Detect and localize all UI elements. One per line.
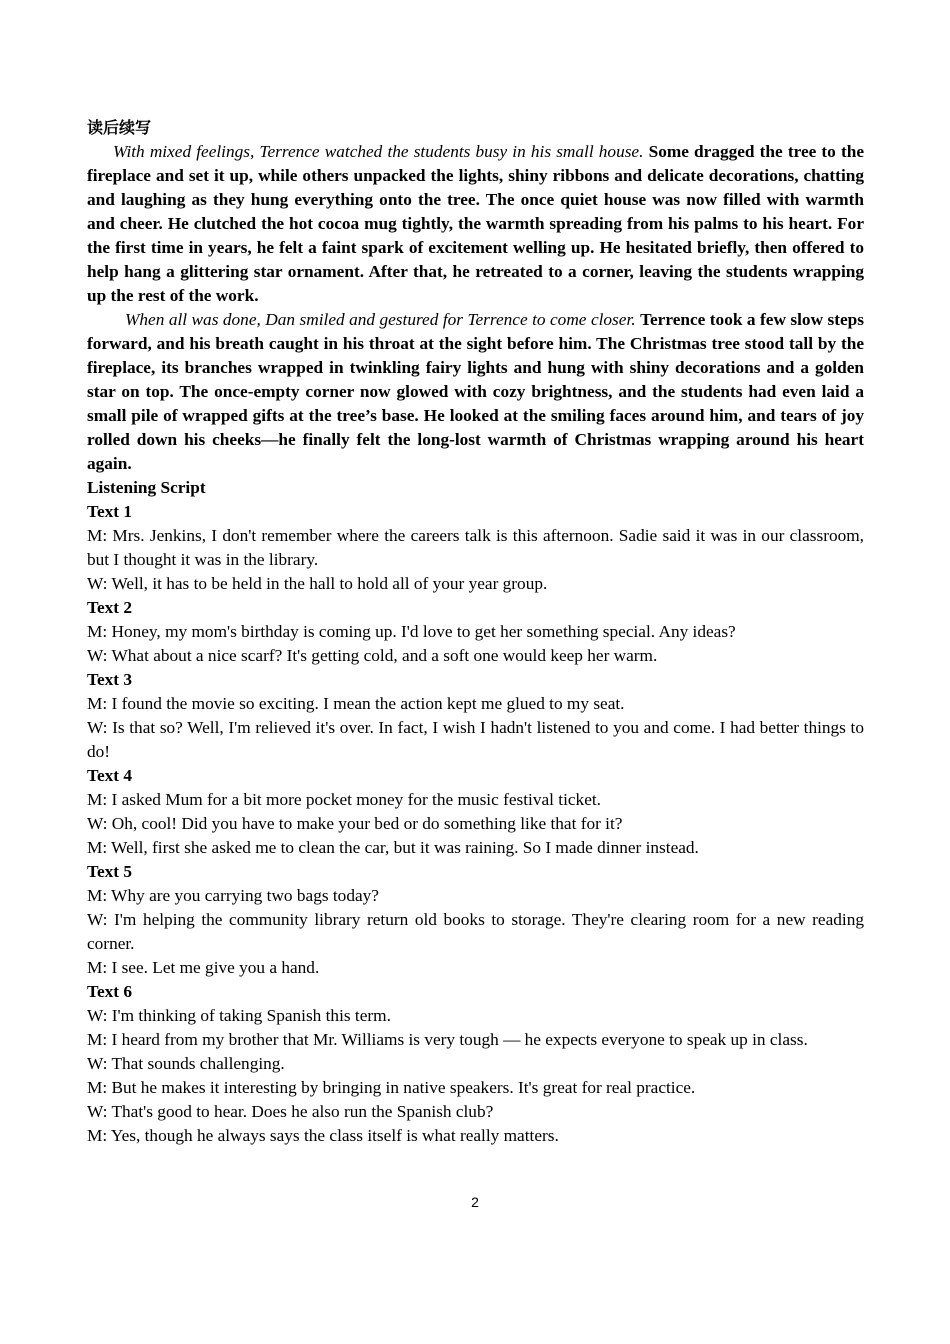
text-heading: Text 5 bbox=[87, 862, 132, 881]
dialogue-line: M: Why are you carrying two bags today? bbox=[87, 886, 379, 905]
paragraph-body-bold: Terrence took a few slow steps forward, and his breath caught in his throat at the sight before him. The Christmas tree stood tall by the fireplace, its branches wrapped in twinkling fairy lights and hung with shiny decorations and a golden star on top. The once-empty corner now glowed with cozy brightness, and the students had even laid a small pile of wrapped gifts at the tree’s base. He looked at the smiling faces around him, and tears of joy rolled down his cheeks—he finally felt the long-lost warmth of Christmas wrapping around his heart again. bbox=[87, 310, 865, 473]
listening-text-1 bbox=[87, 500, 864, 596]
listening-text-4 bbox=[87, 764, 864, 860]
listening-script-title: Listening Script bbox=[87, 478, 206, 497]
continuation-paragraph-2 bbox=[87, 308, 864, 476]
text-heading: Text 6 bbox=[87, 982, 132, 1001]
dialogue-line: M: Yes, though he always says the class itself is what really matters. bbox=[87, 1126, 559, 1145]
paragraph-lead-italic: When all was done, Dan smiled and gestured for Terrence to come closer. bbox=[125, 310, 636, 329]
listening-text-5 bbox=[87, 860, 864, 980]
section-title: 读后续写 bbox=[87, 118, 152, 137]
paragraph-body-bold: Some dragged the tree to the fireplace and set it up, while others unpacked the lights, shiny ribbons and delicate decorations, chatting and laughing as they hung everything onto the tree. The once quiet house was now filled with warmth and cheer. He clutched the hot cocoa mug tightly, the warmth spreading from his palms to his heart. For the first time in years, he felt a faint spark of excitement welling up. He hesitated briefly, then offered to help hang a glittering star ornament. After that, he retreated to a corner, leaving the students wrapping up the rest of the work. bbox=[87, 142, 864, 305]
dialogue-line: W: Well, it has to be held in the hall to hold all of your year group. bbox=[87, 574, 548, 593]
dialogue-line: M: I heard from my brother that Mr. Williams is very tough — he expects everyone to speak up in class. bbox=[87, 1030, 808, 1049]
dialogue-line: M: I see. Let me give you a hand. bbox=[87, 958, 320, 977]
listening-text-3 bbox=[87, 668, 864, 764]
text-heading: Text 1 bbox=[87, 502, 132, 521]
dialogue-line: M: I found the movie so exciting. I mean the action kept me glued to my seat. bbox=[87, 694, 625, 713]
dialogue-line: W: That's good to hear. Does he also run the Spanish club? bbox=[87, 1102, 494, 1121]
dialogue-line: W: Oh, cool! Did you have to make your bed or do something like that for it? bbox=[87, 814, 623, 833]
dialogue-line: M: Honey, my mom's birthday is coming up. I'd love to get her something special. Any ideas? bbox=[87, 622, 736, 641]
text-heading: Text 3 bbox=[87, 670, 132, 689]
text-heading: Text 4 bbox=[87, 766, 132, 785]
dialogue-line: M: But he makes it interesting by bringing in native speakers. It's great for real practice. bbox=[87, 1078, 696, 1097]
dialogue-line: W: I'm helping the community library return old books to storage. They're clearing room for a new reading corner. bbox=[87, 910, 864, 953]
dialogue-line: M: Well, first she asked me to clean the car, but it was raining. So I made dinner instead. bbox=[87, 838, 699, 857]
listening-text-2 bbox=[87, 596, 864, 668]
dialogue-line: W: What about a nice scarf? It's getting cold, and a soft one would keep her warm. bbox=[87, 646, 658, 665]
dialogue-line: M: I asked Mum for a bit more pocket money for the music festival ticket. bbox=[87, 790, 601, 809]
dialogue-line: M: Mrs. Jenkins, I don't remember where the careers talk is this afternoon. Sadie said it was in our classroom, but I thought it was in the library. bbox=[87, 526, 864, 569]
listening-text-6 bbox=[87, 980, 864, 1148]
continuation-paragraph-1 bbox=[87, 140, 864, 308]
text-heading: Text 2 bbox=[87, 598, 132, 617]
document-page bbox=[87, 116, 864, 1148]
dialogue-line: W: Is that so? Well, I'm relieved it's over. In fact, I wish I hadn't listened to you and come. I had better things to do! bbox=[87, 718, 864, 761]
dialogue-line: W: I'm thinking of taking Spanish this term. bbox=[87, 1006, 391, 1025]
paragraph-lead-italic: With mixed feelings, Terrence watched the students busy in his small house. bbox=[113, 142, 644, 161]
dialogue-line: W: That sounds challenging. bbox=[87, 1054, 285, 1073]
page-number: 2 bbox=[471, 1194, 479, 1210]
